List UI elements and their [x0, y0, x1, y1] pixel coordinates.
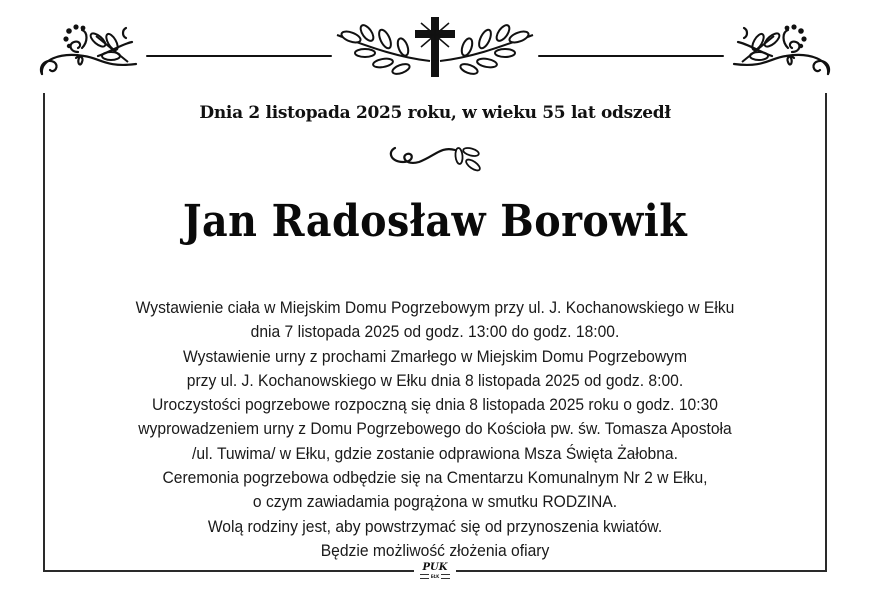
- logo-main-text: PUK: [422, 562, 448, 573]
- detail-line: Będzie możliwość złożenia ofiary: [320, 540, 550, 560]
- floral-flourish-left-icon: [36, 18, 146, 88]
- logo-sub: [414, 574, 456, 579]
- detail-line: o czym zawiadamia pogrążona w smutku RODZINA.: [252, 492, 618, 512]
- detail-line: Wystawienie ciała w Miejskim Domu Pogrzebowym przy ul. J. Kochanowskiego w Ełku: [135, 298, 735, 317]
- detail-line: Ceremonia pogrzebowa odbędzie się na Cmentarzu Komunalnym Nr 2 w Ełku,: [162, 468, 708, 488]
- frame-right-border: [825, 93, 827, 572]
- detail-line: Wystawienie urny z prochami Zmarłego w Miejskim Domu Pogrzebowym: [183, 346, 687, 366]
- logo-bar-right: [441, 574, 450, 579]
- vine-divider-icon: [385, 140, 485, 176]
- deceased-name: Jan Radosław Borowik: [182, 196, 688, 247]
- funeral-details: [45, 296, 825, 563]
- detail-line: dnia 7 listopada 2025 od godz. 13:00 do godz. 18:00.: [250, 322, 620, 342]
- cross-with-laurel-icon: [335, 15, 535, 77]
- detail-line: /ul. Tuwima/ w Ełku, gdzie zostanie odprawiona Msza Święta Żałobna.: [192, 443, 678, 463]
- logo-sub-text: EŁK: [430, 573, 440, 579]
- detail-line: Uroczystości pogrzebowe rozpoczną się dnia 8 listopada 2025 roku o godz. 10:30: [151, 395, 719, 415]
- death-announcement-header: Dnia 2 listopada 2025 roku, w wieku 55 lat odszedł: [199, 103, 671, 123]
- puk-elk-logo: [414, 563, 456, 579]
- top-rule-left: [146, 55, 332, 57]
- top-rule-right: [538, 55, 724, 57]
- floral-flourish-right-icon: [724, 18, 834, 88]
- frame-bottom-border-right: [456, 570, 827, 572]
- frame-bottom-border-left: [43, 570, 414, 572]
- detail-line: Wolą rodziny jest, aby powstrzymać się od przynoszenia kwiatów.: [207, 516, 663, 536]
- detail-line: przy ul. J. Kochanowskiego w Ełku dnia 8 listopada 2025 od godz. 8:00.: [186, 370, 684, 390]
- detail-line: wyprowadzeniem urny z Domu Pogrzebowego do Kościoła pw. św. Tomasza Apostoła: [138, 419, 732, 439]
- logo-bar-left: [420, 574, 429, 579]
